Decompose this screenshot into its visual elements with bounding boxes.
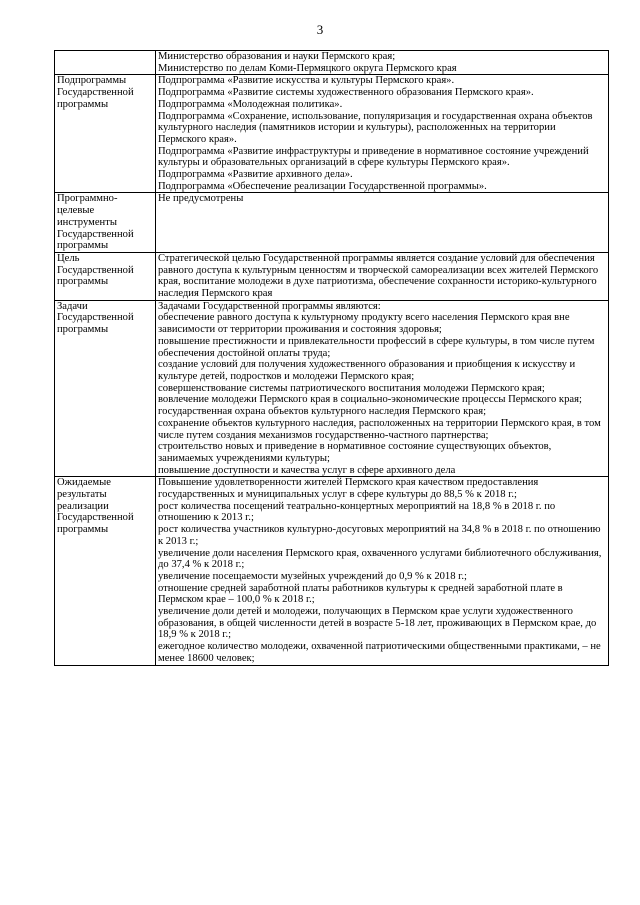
content-line: повышение доступности и качества услуг в сфере архивного дела	[158, 464, 456, 476]
table-body	[55, 51, 609, 666]
content-line: сохранение объектов культурного наследия, расположенных на территории Пермского края, в том числе путем создания механизмов государственно-частного партнерства;	[158, 417, 601, 441]
row-label: Цель Государственной программы	[55, 252, 156, 300]
table-row	[55, 193, 609, 253]
row-label	[55, 51, 156, 75]
row-label: Программно-целевые инструменты Государственной программы	[55, 193, 156, 253]
content-line: Не предусмотрены	[158, 193, 244, 205]
content-line: рост количества участников культурно-досуговых мероприятий на 34,8 % в 2018 г. по отношению к 2013 г.;	[158, 524, 601, 547]
content-line: отношение средней заработной платы работников культуры к средней заработной плате в Пермском крае – 100,0 % к 2018 г.;	[158, 582, 563, 606]
content-line: Повышение удовлетворенности жителей Пермского края качеством предоставления государственных и муниципальных услуг в сфере культуры до 88,5 % к 2018 г.;	[158, 477, 539, 501]
table-row	[55, 51, 609, 75]
program-passport-table	[54, 50, 609, 666]
content-line: Задачами Государственной программы являются:	[158, 300, 381, 312]
content-line: Подпрограмма «Обеспечение реализации Государственной программы».	[158, 180, 487, 192]
content-line: обеспечение равного доступа к культурному продукту всего населения Пермского края вне зависимости от территории проживания и состояния здоровья;	[158, 312, 570, 336]
content-line: ежегодное количество молодежи, охваченной патриотическими общественными практиками, – не менее 18600 человек;	[158, 641, 601, 664]
row-content	[156, 477, 609, 665]
content-line: вовлечение молодежи Пермского края в социально-экономические процессы Пермского края;	[158, 394, 582, 406]
table-row	[55, 252, 609, 300]
page-number: 3	[316, 22, 324, 37]
table-row	[55, 75, 609, 193]
row-label: Подпрограммы Государственной программы	[55, 75, 156, 193]
content-line: увеличение доли населения Пермского края, охваченного услугами библиотечного обслуживания, до 37,4 % к 2018 г.;	[158, 547, 602, 571]
row-label: Задачи Государственной программы	[55, 300, 156, 477]
row-label: Ожидаемые результаты реализации Государственной программы	[55, 477, 156, 665]
content-line: государственная охрана объектов культурного наследия Пермского края;	[158, 406, 487, 418]
content-line: совершенствование системы патриотического воспитания молодежи Пермского края;	[158, 382, 545, 394]
row-content	[156, 51, 609, 75]
content-line: повышение престижности и привлекательности профессий в сфере культуры, в том числе путем обеспечения достойной оплаты труда;	[158, 335, 595, 359]
row-content	[156, 252, 609, 300]
table-row	[55, 477, 609, 665]
content-line: Министерство образования и науки Пермского края;	[158, 51, 396, 62]
content-line: Подпрограмма «Молодежная политика».	[158, 98, 343, 110]
content-line: Подпрограмма «Развитие инфраструктуры и приведение в нормативное состояние учреждений культуры и образовательных организаций в сфере культуры Пермского края».	[158, 145, 589, 169]
content-line: строительство новых и приведение в нормативное состояние существующих объектов, занимаемых учреждениями культуры;	[158, 441, 552, 464]
content-line: Подпрограмма «Сохранение, использование, популяризация и государственная охрана объектов культурного наследия (памятников истории и культуры), расположенных на территории Пермского края».	[158, 110, 593, 145]
content-line: Подпрограмма «Развитие архивного дела».	[158, 169, 353, 181]
content-line: рост количества посещений театрально-концертных мероприятий на 18,8 % в 2018 г. по отношению к 2013 г.;	[158, 500, 556, 524]
content-line: создание условий для получения художественного образования и приобщения к искусству и культуре детей, подростков и молодежи Пермского края;	[158, 359, 576, 382]
content-line: Подпрограмма «Развитие системы художественного образования Пермского края».	[158, 87, 534, 99]
content-line: увеличение посещаемости музейных учреждений до 0,9 % к 2018 г.;	[158, 570, 467, 582]
content-line: Стратегической целью Государственной программы является создание условий для обеспечения равного доступа к культурным ценностям и творческой самореализации всех жителей Пермского края, воспитание молодежи в духе патриотизма, обеспечение сохранности историко-культурного наследия Пермского края	[158, 252, 599, 300]
content-line: увеличение доли детей и молодежи, получающих в Пермском крае услуги художественного образования, в общей численности детей в возрасте 5-18 лет, проживающих в Пермском крае, до 18,9 % к 2018 г.;	[158, 606, 597, 641]
content-line: Подпрограмма «Развитие искусства и культуры Пермского края».	[158, 75, 455, 87]
row-content	[156, 193, 609, 253]
table-row	[55, 300, 609, 477]
content-line: Министерство по делам Коми-Пермяцкого округа Пермского края	[158, 62, 457, 74]
row-content	[156, 300, 609, 477]
row-content	[156, 75, 609, 193]
